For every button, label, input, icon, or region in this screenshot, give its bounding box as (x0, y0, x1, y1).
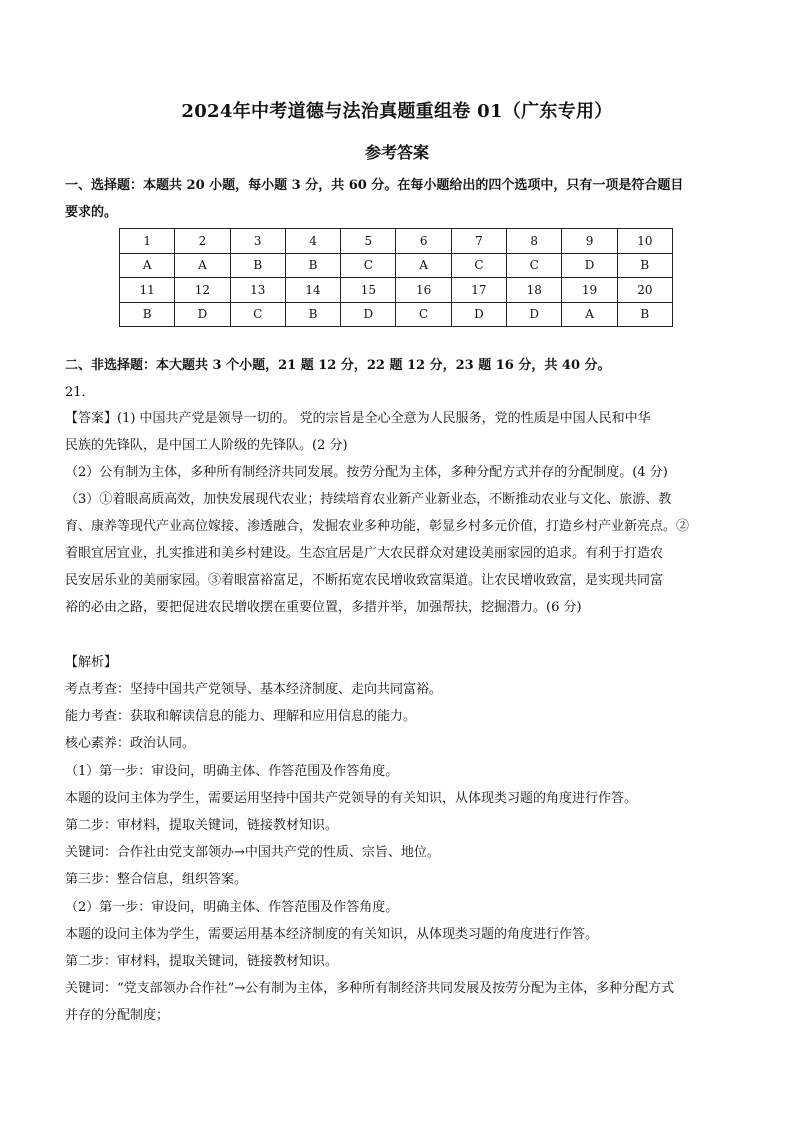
answer-cell: C (230, 302, 285, 327)
analysis-line: 第三步：整合信息，组织答案。 (65, 872, 248, 887)
answer-cell: A (396, 253, 451, 278)
section1-line2: 要求的。 (65, 205, 118, 220)
table-row-numbers-2 (120, 278, 673, 303)
number-cell: 16 (396, 278, 451, 303)
number-cell: 15 (341, 278, 396, 303)
number-cell: 8 (507, 229, 562, 254)
analysis-line: 关键词：“党支部领办合作社”→公有制为主体，多种所有制经济共同发展及按劳分配为主体，多种分配方式 (65, 981, 675, 996)
page-title: 2024年中考道德与法治真题重组卷 01（广东专用） (181, 101, 613, 122)
table-row-answers-2 (120, 302, 673, 327)
table-row-answers-1 (120, 253, 673, 278)
number-cell: 5 (341, 229, 396, 254)
answer-cell: A (120, 253, 175, 278)
answer-cell: C (341, 253, 396, 278)
number-cell: 18 (507, 278, 562, 303)
number-cell: 1 (120, 229, 175, 254)
answer-line: 民安居乐业的美丽家园。③着眼富裕富足，不断拓宽农民增收致富渠道。让农民增收致富，是实现共同富 (65, 573, 664, 588)
analysis-line: （1）第一步：审设问，明确主体、作答范围及作答角度。 (65, 764, 399, 779)
number-cell: 4 (285, 229, 340, 254)
answer-cell: D (341, 302, 396, 327)
answer-table (119, 228, 673, 327)
answer-line: （3）①着眼高质高效，加快发展现代农业；持续培育农业新产业新业态，不断推动农业与文化、旅游、教 (65, 492, 672, 507)
number-cell: 11 (120, 278, 175, 303)
answer-line: （2）公有制为主体，多种所有制经济共同发展。按劳分配为主体，多种分配方式并存的分配制度。(4 分) (65, 465, 668, 480)
section1-line1: 一、选择题：本题共 20 小题，每小题 3 分，共 60 分。在每小题给出的四个选项中，只有一项是符合题目 (65, 178, 684, 193)
answer-line: 裕的必由之路，要把促进农民增收摆在重要位置，多措并举，加强帮扶，挖掘潜力。(6 分) (65, 600, 582, 615)
analysis-line: 第二步：审材料，提取关键词，链接教材知识。 (65, 818, 339, 833)
number-cell: 9 (562, 229, 617, 254)
answer-line: 民族的先锋队，是中国工人阶级的先锋队。(2 分) (65, 438, 348, 453)
answer-cell: B (120, 302, 175, 327)
analysis-line: 本题的设问主体为学生，需要运用坚持中国共产党领导的有关知识，从体现类习题的角度进行作答。 (65, 791, 638, 806)
analysis-line: 关键词：合作社由党支部领办→中国共产党的性质、宗旨、地位。 (65, 845, 440, 860)
analysis-line: 核心素养：政治认同。 (65, 736, 196, 751)
number-cell: 3 (230, 229, 285, 254)
answer-cell: A (562, 302, 617, 327)
number-cell: 17 (451, 278, 506, 303)
analysis-line: （2）第一步：审设问，明确主体、作答范围及作答角度。 (65, 900, 399, 915)
number-cell: 6 (396, 229, 451, 254)
number-cell: 19 (562, 278, 617, 303)
answer-cell: B (617, 253, 672, 278)
question-number: 21． (65, 385, 95, 400)
analysis-line: 本题的设问主体为学生，需要运用基本经济制度的有关知识，从体现类习题的角度进行作答。 (65, 927, 599, 942)
answer-cell: D (175, 302, 230, 327)
answer-cell: D (562, 253, 617, 278)
page-subtitle: 参考答案 (364, 143, 429, 162)
table-row-numbers-1 (120, 229, 673, 254)
number-cell: 14 (285, 278, 340, 303)
answer-cell: B (285, 302, 340, 327)
answer-cell: A (175, 253, 230, 278)
answer-line: 【答案】(1) 中国共产党是领导一切的。 党的宗旨是全心全意为人民服务，党的性质是中国人民和中华 (65, 411, 651, 426)
number-cell: 10 (617, 229, 672, 254)
number-cell: 12 (175, 278, 230, 303)
number-cell: 2 (175, 229, 230, 254)
answer-line: 着眼宜居宜业，扎实推进和美乡村建设。生态宜居是广大农民群众对建设美丽家园的追求。有利于打造农 (65, 546, 664, 561)
answer-cell: B (230, 253, 285, 278)
section2-header: 二、非选择题：本大题共 3 个小题，21 题 12 分，22 题 12 分，23 题 16 分，共 40 分。 (65, 358, 611, 373)
answer-line: 育、康养等现代产业高位嫁接、渗透融合，发掘农业多种功能，彰显乡村多元价值，打造乡村产业新亮点。② (65, 519, 690, 534)
answer-cell: D (507, 302, 562, 327)
answer-cell: C (396, 302, 451, 327)
number-cell: 13 (230, 278, 285, 303)
answer-cell: D (451, 302, 506, 327)
analysis-header: 【解析】 (65, 655, 118, 670)
analysis-line: 考点考查：坚持中国共产党领导、基本经济制度、走向共同富裕。 (65, 682, 443, 697)
number-cell: 20 (617, 278, 672, 303)
answer-cell: B (617, 302, 672, 327)
analysis-line: 第二步：审材料，提取关键词，链接教材知识。 (65, 954, 339, 969)
analysis-line: 能力考查：获取和解读信息的能力、理解和应用信息的能力。 (65, 709, 417, 724)
answer-cell: C (451, 253, 506, 278)
analysis-line: 并存的分配制度； (65, 1008, 170, 1023)
answer-cell: C (507, 253, 562, 278)
number-cell: 7 (451, 229, 506, 254)
answer-cell: B (285, 253, 340, 278)
